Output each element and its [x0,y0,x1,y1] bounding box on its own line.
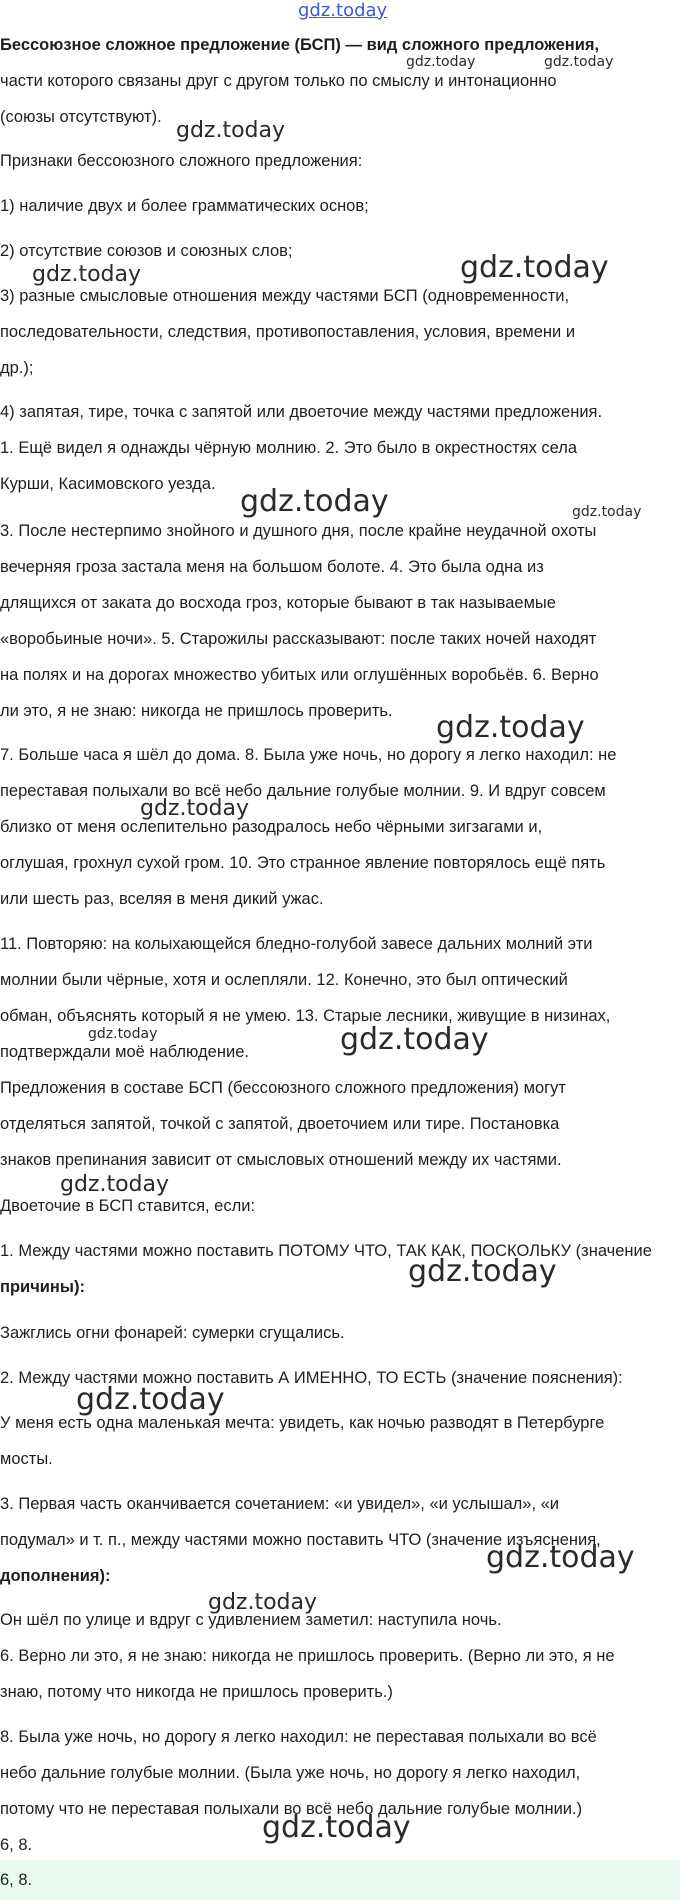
text-line: др.); [0,359,34,377]
text-line: 1. Между частями можно поставить ПОТОМУ ЧТО, ТАК КАК, ПОСКОЛЬКУ (значение [0,1242,652,1260]
text-line: 6. Верно ли это, я не знаю: никогда не пришлось проверить. (Верно ли это, я не [0,1647,615,1665]
text-line: Предложения в составе БСП (бессоюзного сложного предложения) могут [0,1079,566,1097]
watermark: gdz.today [208,1590,318,1615]
watermark: gdz.today [262,1810,411,1845]
watermark: gdz.today [460,250,609,285]
watermark: gdz.today [486,1540,635,1575]
text-line: знаю, потому что никогда не пришлось проверить.) [0,1683,393,1701]
watermark: gdz.today [340,1022,489,1057]
text-line: 3. После нестерпимо знойного и душного дня, после крайне неудачной охоты [0,522,597,540]
text-line: обман, объяснять который я не умею. 13. Старые лесники, живущие в низинах, [0,1007,611,1025]
watermark: gdz.today [572,504,642,520]
text-line: подумал» и т. п., между частями можно поставить ЧТО (значение изъяснения, [0,1531,601,1549]
text-line: длящихся от заката до восхода гроз, которые бывают в так называемые [0,594,556,612]
text-line: 1. Ещё видел я однажды чёрную молнию. 2. Это было в окрестностях села [0,439,578,457]
watermark: gdz.today [140,796,250,821]
text-line: близко от меня ослепительно разодралось небо чёрными зигзагами и, [0,818,543,836]
text-line: последовательности, следствия, противопоставления, условия, времени и [0,323,576,341]
watermark: gdz.today [436,710,585,745]
text-line: 3. Первая часть оканчивается сочетанием: «и увидел», «и услышал», «и [0,1495,560,1513]
answer-box [0,1860,680,1900]
text-line: Признаки бессоюзного сложного предложения: [0,152,363,170]
text-line: 11. Повторяю: на колыхающейся бледно-голубой завесе дальних молний эти [0,935,593,953]
watermark: gdz.today [76,1382,225,1417]
text-line: части которого связаны друг с другом только по смыслу и интонационно [0,72,557,90]
text-line: подтверждали моё наблюдение. [0,1043,249,1061]
text-line: небо дальние голубые молнии. (Была уже ночь, но дорогу я легко находил, [0,1764,581,1782]
text-line: оглушая, грохнул сухой гром. 10. Это странное явление повторялось ещё пять [0,854,606,872]
text-line: потому что не переставая полыхали во всё небо дальние голубые молнии.) [0,1800,583,1818]
text-line: Двоеточие в БСП ставится, если: [0,1197,256,1215]
text-line: «воробьиные ночи». 5. Старожилы рассказывают: после таких ночей находят [0,630,597,648]
text-line: 7. Больше часа я шёл до дома. 8. Была уже ночь, но дорогу я легко находил: не [0,746,617,764]
text-line: дополнения): [0,1567,111,1585]
example-line: У меня есть одна маленькая мечта: увидеть, как ночью разводят в Петербурге [0,1414,605,1432]
site-link[interactable]: gdz.today [298,0,388,21]
text-line: или шесть раз, вселяя в меня дикий ужас. [0,890,324,908]
text-line: молнии были чёрные, хотя и ослепляли. 12. Конечно, это был оптический [0,971,568,989]
text-line: 2. Между частями можно поставить А ИМЕННО, ТО ЕСТЬ (значение пояснения): [0,1369,623,1387]
answer-text: 6, 8. [0,1871,33,1889]
example-line: Он шёл по улице и вдруг с удивлением заметил: наступила ночь. [0,1611,502,1629]
text-line: ли это, я не знаю: никогда не пришлось проверить. [0,702,393,720]
watermark: gdz.today [60,1172,170,1197]
example-line: мосты. [0,1450,53,1468]
text-line: Курши, Касимовского уезда. [0,475,216,493]
text-line: (союзы отсутствуют). [0,108,162,126]
watermark: gdz.today [240,484,389,519]
text-line: причины): [0,1278,85,1296]
definition-line: Бессоюзное сложное предложение (БСП) — вид сложного предложения, [0,36,600,54]
text-line: 6, 8. [0,1836,33,1854]
text-line: 2) отсутствие союзов и союзных слов; [0,242,293,260]
text-line: отделяться запятой, точкой с запятой, двоеточием или тире. Постановка [0,1115,560,1133]
text-line: вечерняя гроза застала меня на большом болоте. 4. Это была одна из [0,558,544,576]
text-line: на полях и на дорогах множество убитых или оглушённых воробьёв. 6. Верно [0,666,599,684]
watermark: gdz.today [406,54,476,70]
example-line: Зажглись огни фонарей: сумерки сгущались. [0,1324,345,1342]
watermark: gdz.today [88,1026,158,1042]
watermark: gdz.today [176,118,286,143]
watermark: gdz.today [32,262,142,287]
text-line: знаков препинания зависит от смысловых отношений между их частями. [0,1151,562,1169]
text-line: переставая полыхали во всё небо дальние голубые молнии. 9. И вдруг совсем [0,782,606,800]
text-line: 8. Была уже ночь, но дорогу я легко находил: не переставая полыхали во всё [0,1728,597,1746]
watermark: gdz.today [544,54,614,70]
text-line: 3) разные смысловые отношения между частями БСП (одновременности, [0,287,570,305]
text-line: 1) наличие двух и более грамматических основ; [0,197,369,215]
text-line: 4) запятая, тире, точка с запятой или двоеточие между частями предложения. [0,403,603,421]
watermark: gdz.today [408,1254,557,1289]
